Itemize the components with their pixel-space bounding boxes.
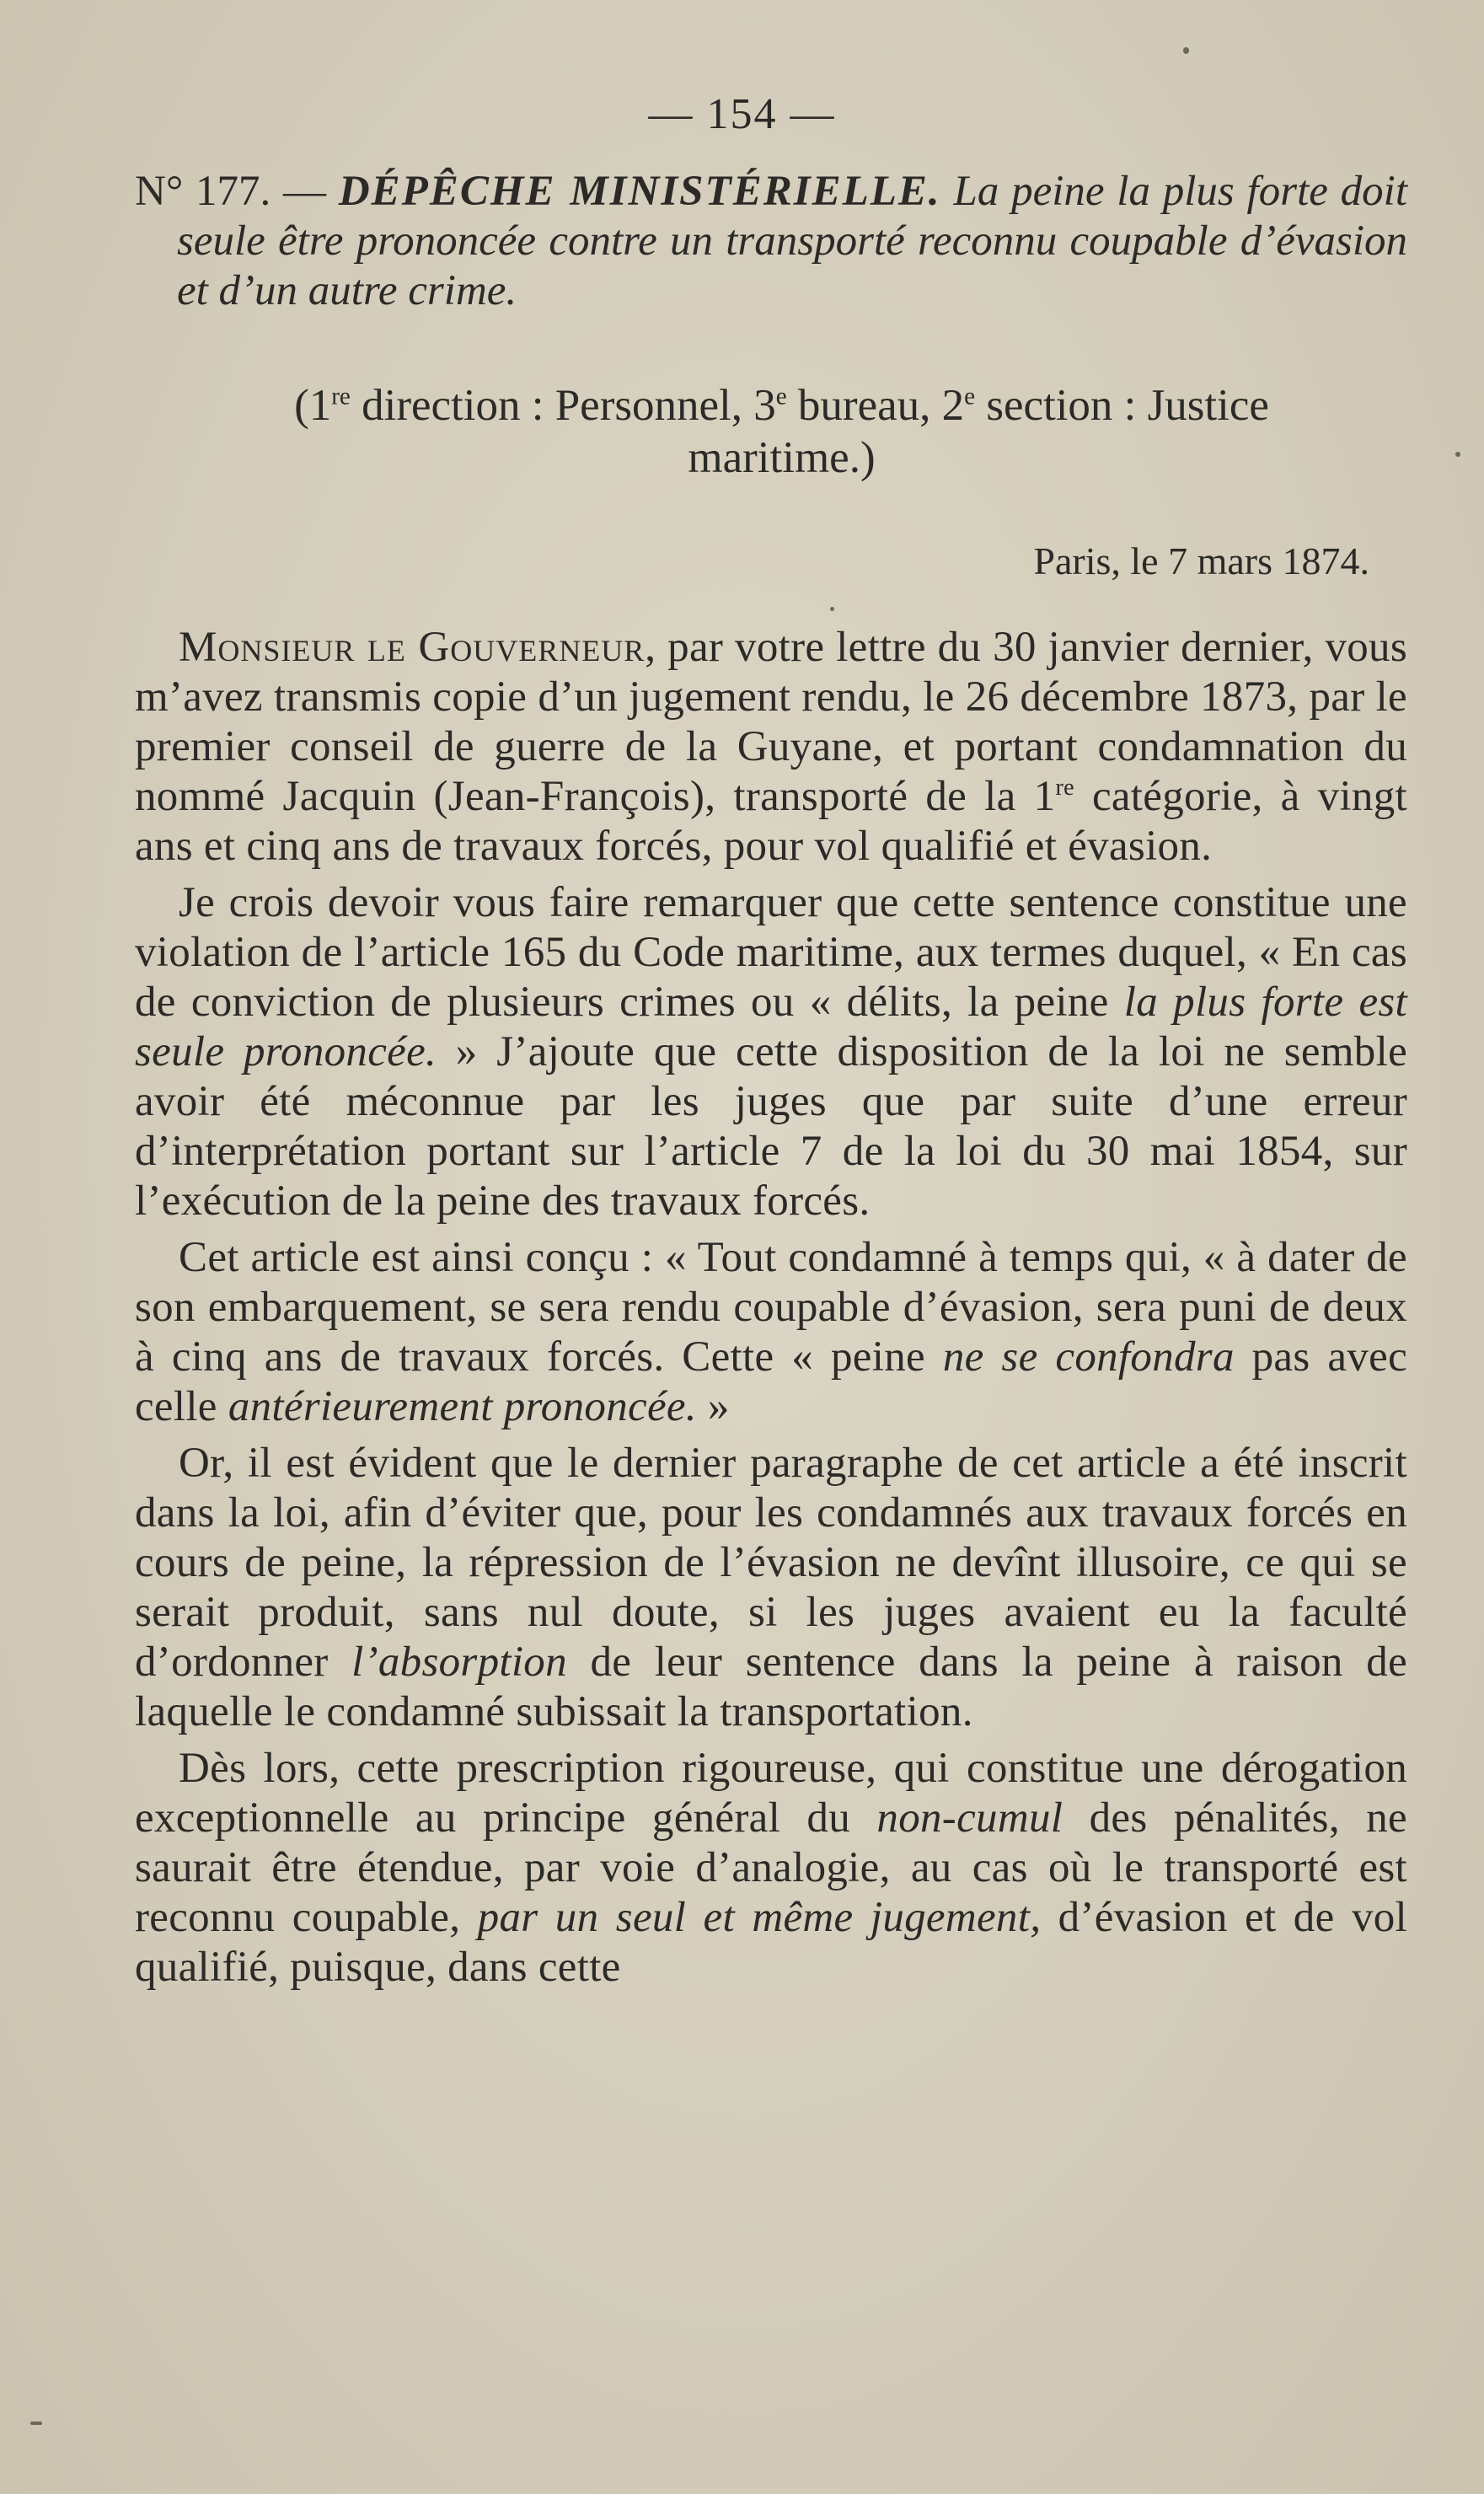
paragraph-text: d’évasion et de vol qualifié, puisque, dans cette [135,1894,1408,1991]
paragraph-5 [135,1744,1407,1993]
paragraph-1 [135,623,1407,872]
direction-line [135,379,1407,484]
salutation: Monsieur le Gouverneur [179,624,646,671]
italic-text: non-cumul [876,1794,1063,1842]
paragraph-text: des pénalités, ne saurait être étendue, par voie d’analogie, au cas où le transporté est reconnu coupable, [135,1794,1407,1941]
document-heading [135,167,1407,316]
superscript: re [1055,775,1074,801]
superscript: re [331,383,351,410]
ink-speck [1183,47,1189,54]
italic-text: ne se confondra [942,1333,1235,1381]
italic-text: l’absorption [351,1639,567,1686]
document-summary: La peine la plus forte doit seule être prononcée contre un transporté reconnu coupable d’évasion et d’un autre crime. [177,168,1407,314]
paragraph-text: , par votre lettre du 30 janvier dernier, vous m’avez transmis copie d’un jugement rendu, le 26 décembre 1873, par le premier conseil de guerre de la Guyane, et portant condamnation du nommé Jacquin (Jean-François), transporté de la 1 [135,624,1407,820]
paragraph-4 [135,1439,1407,1737]
direction-text: (1 [294,381,332,430]
dateline: Paris, le 7 mars 1874. [1033,539,1369,582]
direction-text: bureau, 2 [786,381,965,430]
paragraph-text: » [696,1383,730,1430]
ink-speck [1455,452,1460,457]
document-number: N° 177. — [135,168,339,215]
paragraph-3 [135,1233,1407,1432]
superscript: e [964,383,976,410]
paragraph-text: pas avec celle [135,1333,1408,1430]
direction-text: section : Justice maritime.) [688,381,1269,482]
paragraph-text: Or, il est évident que le dernier paragraphe de cet article a été inscrit dans la loi, afin d’éviter que, pour les condamnés aux travaux forcés en cours de peine, la répression de l’évasion ne devînt illusoire, ce qui se serait produit, sans nul doute, si les juges avaient eu la faculté d’ordonner [135,1440,1407,1686]
paragraph-text: Je crois devoir vous faire remarquer que cette sentence constitue une violation de l’article 165 du Code maritime, aux termes duquel, « En cas de conviction de plusieurs crimes ou « délits, la peine [135,879,1407,1026]
italic-text: antérieurement prononcée. [228,1383,697,1430]
italic-text: par un seul et même jugement, [477,1894,1042,1941]
ink-speck [30,2422,42,2425]
direction-text: direction : Personnel, 3 [350,381,776,430]
paragraph-text: » J’ajoute que cette disposition de la loi ne semble avoir été méconnue par les juges que par suite d’une erreur d’interprétation portant sur l’article 7 de la loi du 30 mai 1854, sur l’exécution de la peine des travaux forcés. [135,1028,1408,1225]
paragraph-text: de leur sentence dans la peine à raison de laquelle le condamné subissait la transportation. [135,1639,1408,1735]
page-number: — 154 — [648,90,836,138]
superscript: e [775,383,787,410]
paragraph-text: Dès lors, cette prescription rigoureuse, qui constitue une dérogation exceptionnelle au principe général du [135,1745,1407,1842]
italic-text: la plus forte est seule prononcée. [135,979,1408,1075]
paragraph-text: Cet article est ainsi conçu : « Tout condamné à temps qui, « à dater de son embarquement, se sera rendu coupable d’évasion, sera puni de deux à cinq ans de travaux forcés. Cette « peine [135,1234,1407,1381]
document-body [135,167,1407,1993]
paragraph-2 [135,878,1407,1226]
document-title: DÉPÊCHE MINISTÉRIELLE. [338,168,941,215]
paragraph-text: catégorie, à vingt ans et cinq ans de travaux forcés, pour vol qualifié et évasion. [135,773,1407,870]
